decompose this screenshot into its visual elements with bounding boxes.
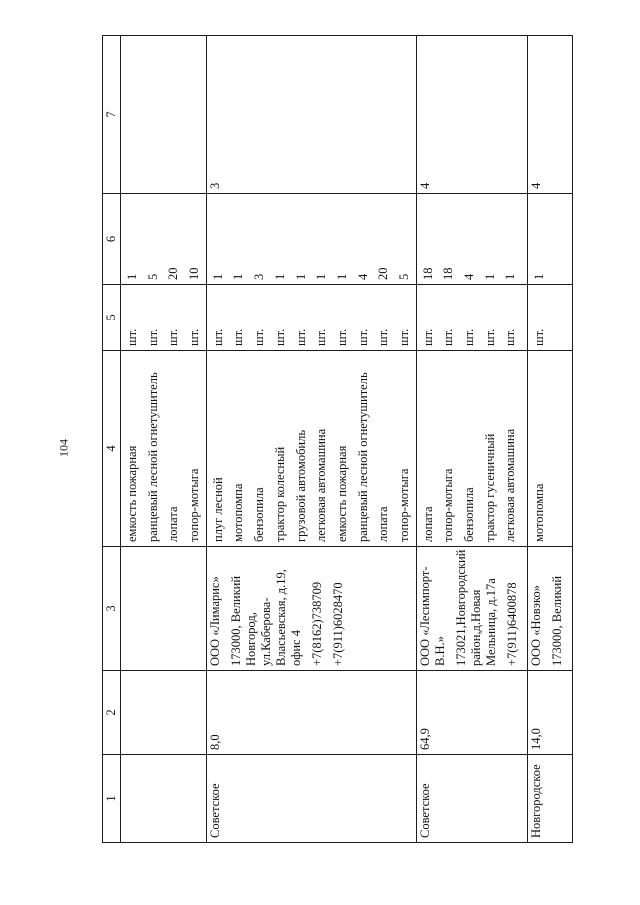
quantity-cell-line: 5	[396, 273, 411, 280]
contractor-cell-line: ООО «Лимарис»	[207, 576, 222, 666]
table-row	[121, 36, 207, 843]
district-cell	[121, 755, 207, 843]
unit-cell	[527, 285, 572, 351]
quantity-cell-line: 1	[125, 273, 139, 280]
quantity-cell-line: 1	[293, 273, 308, 280]
district-cell	[527, 755, 572, 843]
col7-cell-text: 4	[528, 182, 543, 189]
district-cell	[206, 755, 416, 843]
unit-cell-line: шт.	[210, 328, 225, 346]
unit-cell-line: шт.	[396, 328, 411, 346]
equipment-cell-line: ранцевый лесной огнетушитель	[145, 372, 160, 542]
quantity-cell-line: 1	[334, 273, 349, 280]
equipment-cell-line: грузовой автомобиль	[293, 429, 308, 542]
unit-cell-line: шт.	[482, 328, 497, 346]
equipment-cell	[206, 351, 416, 547]
quantity-cell-line: 10	[187, 267, 202, 280]
area-cell-text: 14,0	[528, 728, 543, 750]
quantity-cell-line: 1	[314, 273, 329, 280]
contractor-cell-line: +7(911)6400878	[504, 582, 519, 666]
area-cell	[206, 671, 416, 755]
contractor-cell-line: 173000, Великий Новгород, ул.Каберова-Власьевская, д.19, офис 4	[228, 569, 303, 666]
quantity-cell-line: 1	[531, 273, 546, 280]
district-cell-text: Новгородское	[528, 764, 543, 838]
quantity-cell-line: 1	[272, 273, 287, 280]
quantity-cell-line: 1	[503, 273, 518, 280]
col7-cell-text: 4	[417, 182, 432, 189]
equipment-cell-line: бензопила	[462, 487, 476, 542]
equipment-cell-line: топор-мотыга	[187, 468, 202, 542]
equipment-cell-line: топор-мотыга	[441, 468, 456, 542]
district-cell	[416, 755, 527, 843]
contractor-cell-line: +7(911)6028470	[330, 582, 345, 666]
equipment-cell-line: лопата	[420, 506, 435, 542]
contractor-cell-line: ООО «Лесимпорт-В.Н.»	[417, 566, 447, 666]
quantity-cell-line: 20	[376, 267, 391, 280]
header-cell: 4	[103, 351, 121, 547]
unit-cell-line: шт.	[420, 328, 435, 346]
area-cell	[416, 671, 527, 755]
contractor-cell	[527, 547, 572, 671]
quantity-cell-line: 1	[231, 273, 246, 280]
quantity-cell-line: 4	[355, 273, 370, 280]
header-cell: 7	[103, 36, 121, 194]
contractor-cell	[416, 547, 527, 671]
table-row	[527, 36, 572, 843]
equipment-cell-line: трактор гусеничный	[482, 433, 497, 542]
page-number: 104	[56, 439, 71, 457]
contractor-cell	[206, 547, 416, 671]
unit-cell-line: шт.	[314, 328, 329, 346]
equipment-cell-line: емкость пожарная	[125, 445, 139, 542]
equipment-cell-line: легковая автомашина	[314, 428, 329, 542]
equipment-cell-line: мотопомпа	[231, 483, 246, 542]
equipment-cell-line: легковая автомашина	[503, 428, 518, 542]
area-cell	[527, 671, 572, 755]
district-cell-text: Советское	[417, 783, 432, 838]
unit-cell-line: шт.	[503, 328, 518, 346]
unit-cell-line: шт.	[252, 328, 267, 346]
col7-cell	[527, 36, 572, 194]
quantity-cell	[121, 194, 207, 285]
unit-cell	[206, 285, 416, 351]
contractor-cell	[121, 547, 207, 671]
unit-cell	[416, 285, 527, 351]
equipment-cell-line: лопата	[376, 506, 391, 542]
unit-cell-line: шт.	[145, 328, 160, 346]
equipment-cell-line: ранцевый лесной огнетушитель	[355, 372, 370, 542]
unit-cell-line: шт.	[531, 328, 546, 346]
unit-cell-line: шт.	[293, 328, 308, 346]
area-cell	[121, 671, 207, 755]
equipment-cell-line: бензопила	[252, 487, 267, 542]
quantity-cell	[416, 194, 527, 285]
unit-cell	[121, 285, 207, 351]
col7-cell-text: 3	[207, 182, 222, 189]
table-row	[416, 36, 527, 843]
col7-cell	[416, 36, 527, 194]
quantity-cell-line: 1	[210, 273, 225, 280]
header-cell: 2	[103, 671, 121, 755]
header-cell: 1	[103, 755, 121, 843]
quantity-cell-line: 18	[420, 267, 435, 280]
quantity-cell-line: 3	[252, 273, 267, 280]
header-row	[103, 36, 121, 843]
district-cell-text: Советское	[207, 783, 222, 838]
header-cell: 5	[103, 285, 121, 351]
equipment-cell-line: лопата	[166, 506, 181, 542]
quantity-cell-line: 18	[441, 267, 456, 280]
table-row	[206, 36, 416, 843]
contractor-cell-line: ООО «Новэко»	[528, 585, 543, 666]
quantity-cell-line: 4	[462, 273, 476, 280]
equipment-cell-line: емкость пожарная	[334, 445, 349, 542]
unit-cell-line: шт.	[166, 328, 181, 346]
equipment-cell	[527, 351, 572, 547]
quantity-cell	[527, 194, 572, 285]
equipment-cell-line: мотопомпа	[531, 483, 546, 542]
quantity-cell-line: 5	[145, 273, 160, 280]
unit-cell-line: шт.	[231, 328, 246, 346]
quantity-cell-line: 1	[482, 273, 497, 280]
equipment-cell-line: топор-мотыга	[396, 468, 411, 542]
header-cell: 6	[103, 194, 121, 285]
area-cell-text: 64,9	[417, 728, 432, 750]
unit-cell-line: шт.	[334, 328, 349, 346]
header-cell: 3	[103, 547, 121, 671]
equipment-cell-line: плуг лесной	[210, 477, 225, 542]
unit-cell-line: шт.	[187, 328, 202, 346]
contractor-cell-line: 173021,Новгородский район,д.Новая Мельница, д.17а	[453, 549, 498, 666]
unit-cell-line: шт.	[441, 328, 456, 346]
unit-cell-line: шт.	[376, 328, 391, 346]
contractor-cell-line: 173000, Великий	[549, 575, 564, 666]
table-body	[121, 36, 573, 843]
unit-cell-line: шт.	[355, 328, 370, 346]
col7-cell	[121, 36, 207, 194]
equipment-table	[102, 35, 573, 843]
rotated-table-wrapper	[102, 36, 564, 843]
col7-cell	[206, 36, 416, 194]
equipment-cell	[121, 351, 207, 547]
quantity-cell	[206, 194, 416, 285]
equipment-cell-line: трактор колесный	[272, 446, 287, 542]
unit-cell-line: шт.	[462, 328, 476, 346]
unit-cell-line: шт.	[272, 328, 287, 346]
quantity-cell-line: 20	[166, 267, 181, 280]
area-cell-text: 8,0	[207, 734, 222, 750]
contractor-cell-line: +7(8162)738709	[309, 581, 324, 666]
unit-cell-line: шт.	[125, 328, 139, 346]
equipment-cell	[416, 351, 527, 547]
